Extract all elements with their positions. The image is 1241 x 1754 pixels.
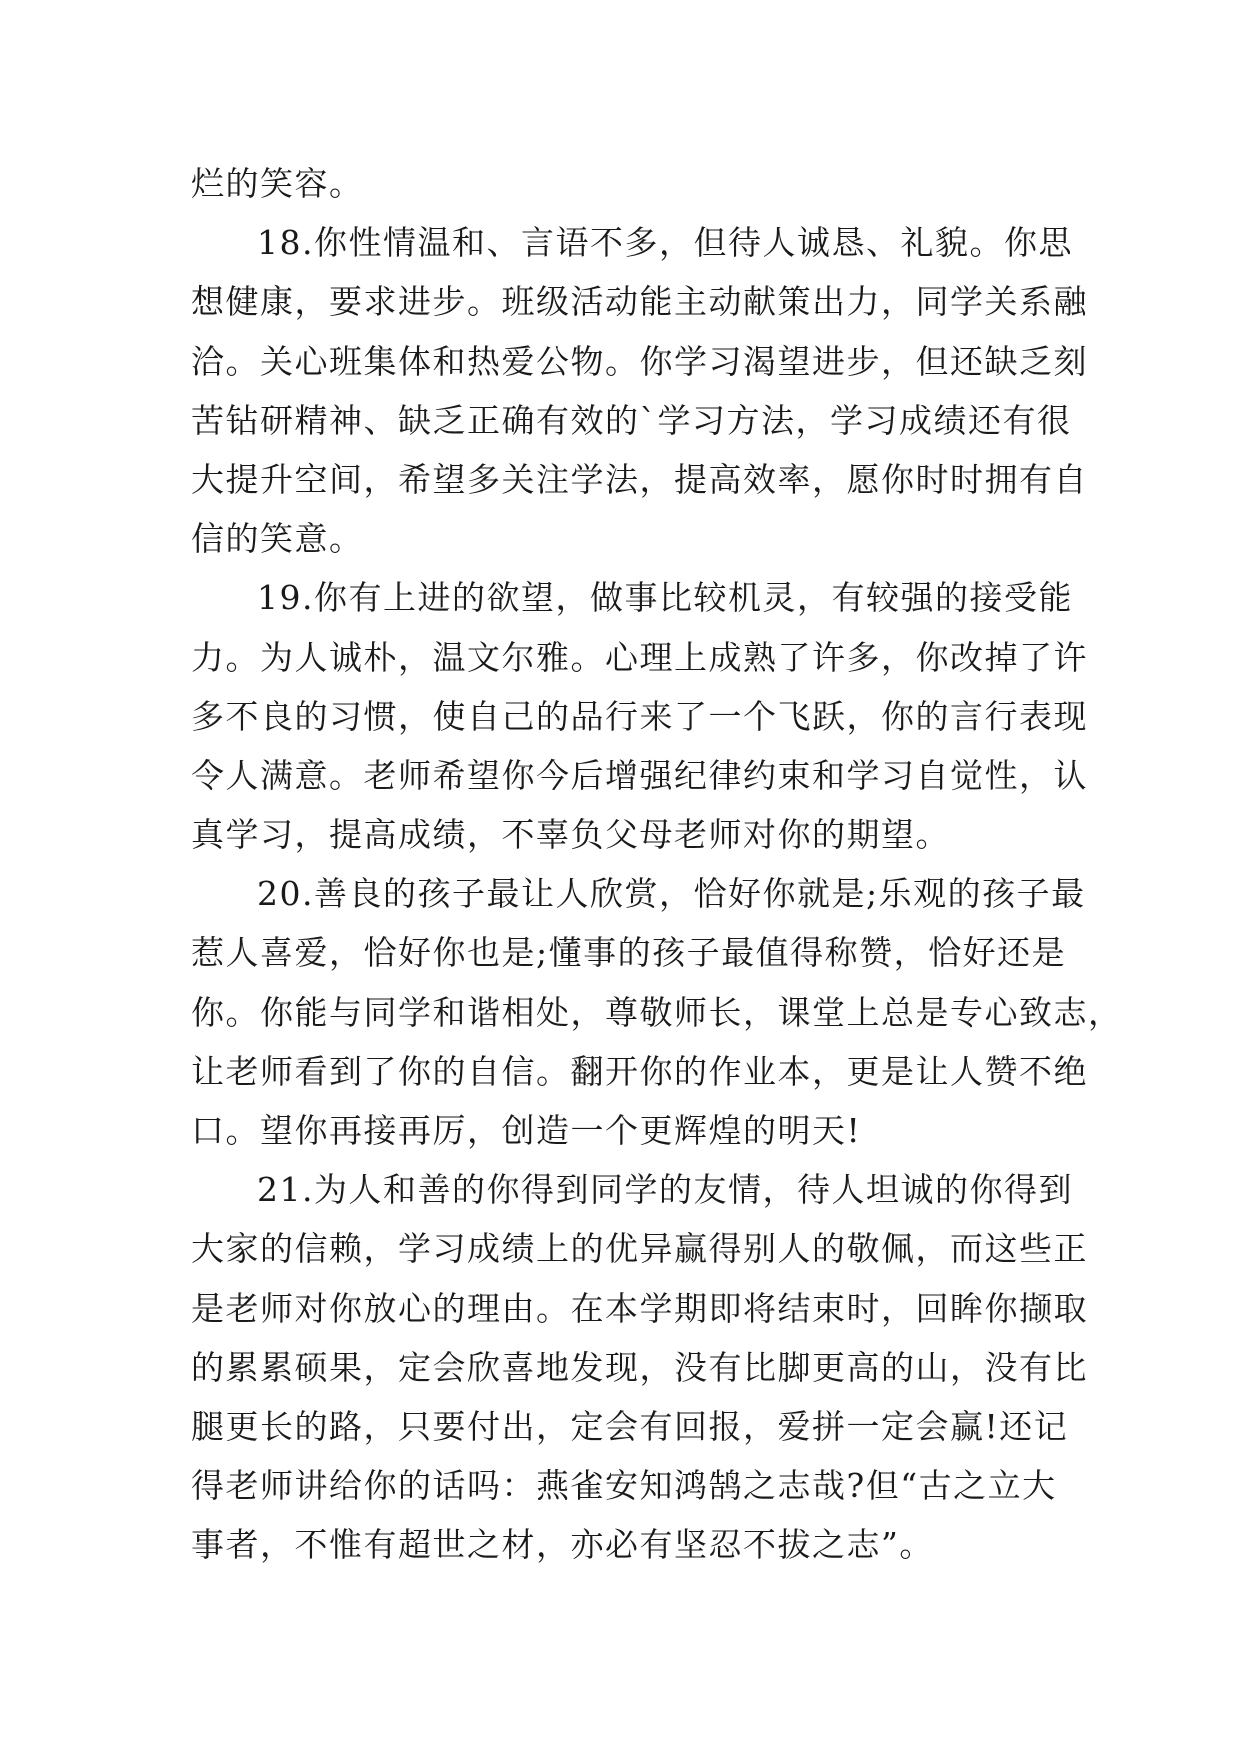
text-line: 想健康，要求进步。班级活动能主动献策出力，同学关系融	[191, 282, 1088, 322]
text-line: 苦钻研精神、缺乏正确有效的`学习方法，学习成绩还有很	[191, 400, 1072, 440]
text-line: 真学习，提高成绩，不辜负父母老师对你的期望。	[191, 815, 950, 855]
text-line: 大提升空间，希望多关注学法，提高效率，愿你时时拥有自	[191, 459, 1088, 499]
text-line: 力。为人诚朴，温文尔雅。心理上成熟了许多，你改掉了许	[191, 637, 1088, 677]
text-line: 口。望你再接再厉，创造一个更辉煌的明天!	[191, 1111, 862, 1150]
text-line: 烂的笑容。	[191, 164, 364, 203]
paragraph-first-line: 21.为人和善的你得到同学的友情，待人坦诚的你得到	[257, 1170, 1073, 1210]
text-line: 事者，不惟有超世之材，亦必有坚忍不拔之志”。	[191, 1525, 934, 1565]
text-line: 腿更长的路，只要付出，定会有回报，爱拼一定会赢!还记	[191, 1406, 1069, 1446]
text-line: 的累累硕果，定会欣喜地发现，没有比脚更高的山，没有比	[191, 1347, 1088, 1387]
text-line: 你。你能与同学和谐相处，尊敬师长，课堂上总是专心致志，	[191, 992, 1123, 1032]
paragraph-first-line: 18.你性情温和、言语不多，但待人诚恳、礼貌。你思	[257, 223, 1073, 263]
text-line: 让老师看到了你的自信。翻开你的作业本，更是让人赞不绝	[191, 1051, 1088, 1091]
text-line: 洽。关心班集体和热爱公物。你学习渴望进步，但还缺乏刻	[191, 341, 1088, 381]
text-line: 是老师对你放心的理由。在本学期即将结束时，回眸你撷取	[191, 1288, 1088, 1328]
text-line: 信的笑意。	[191, 519, 364, 559]
document-body	[191, 154, 1123, 1575]
text-line: 多不良的习惯，使自己的品行来了一个飞跃，你的言行表现	[191, 696, 1088, 736]
paragraph-first-line: 19.你有上进的欲望，做事比较机灵，有较强的接受能	[257, 578, 1073, 618]
paragraph-first-line: 20.善良的孩子最让人欣赏，恰好你就是;乐观的孩子最	[257, 874, 1086, 914]
text-line: 惹人喜爱，恰好你也是;懂事的孩子最值得称赞，恰好还是	[191, 933, 1067, 973]
text-line: 令人满意。老师希望你今后增强纪律约束和学习自觉性，认	[191, 755, 1088, 795]
text-line: 得老师讲给你的话吗：燕雀安知鸿鹄之志哉?但“古之立大	[191, 1466, 1057, 1506]
text-line: 大家的信赖，学习成绩上的优异赢得别人的敬佩，而这些正	[191, 1229, 1088, 1269]
